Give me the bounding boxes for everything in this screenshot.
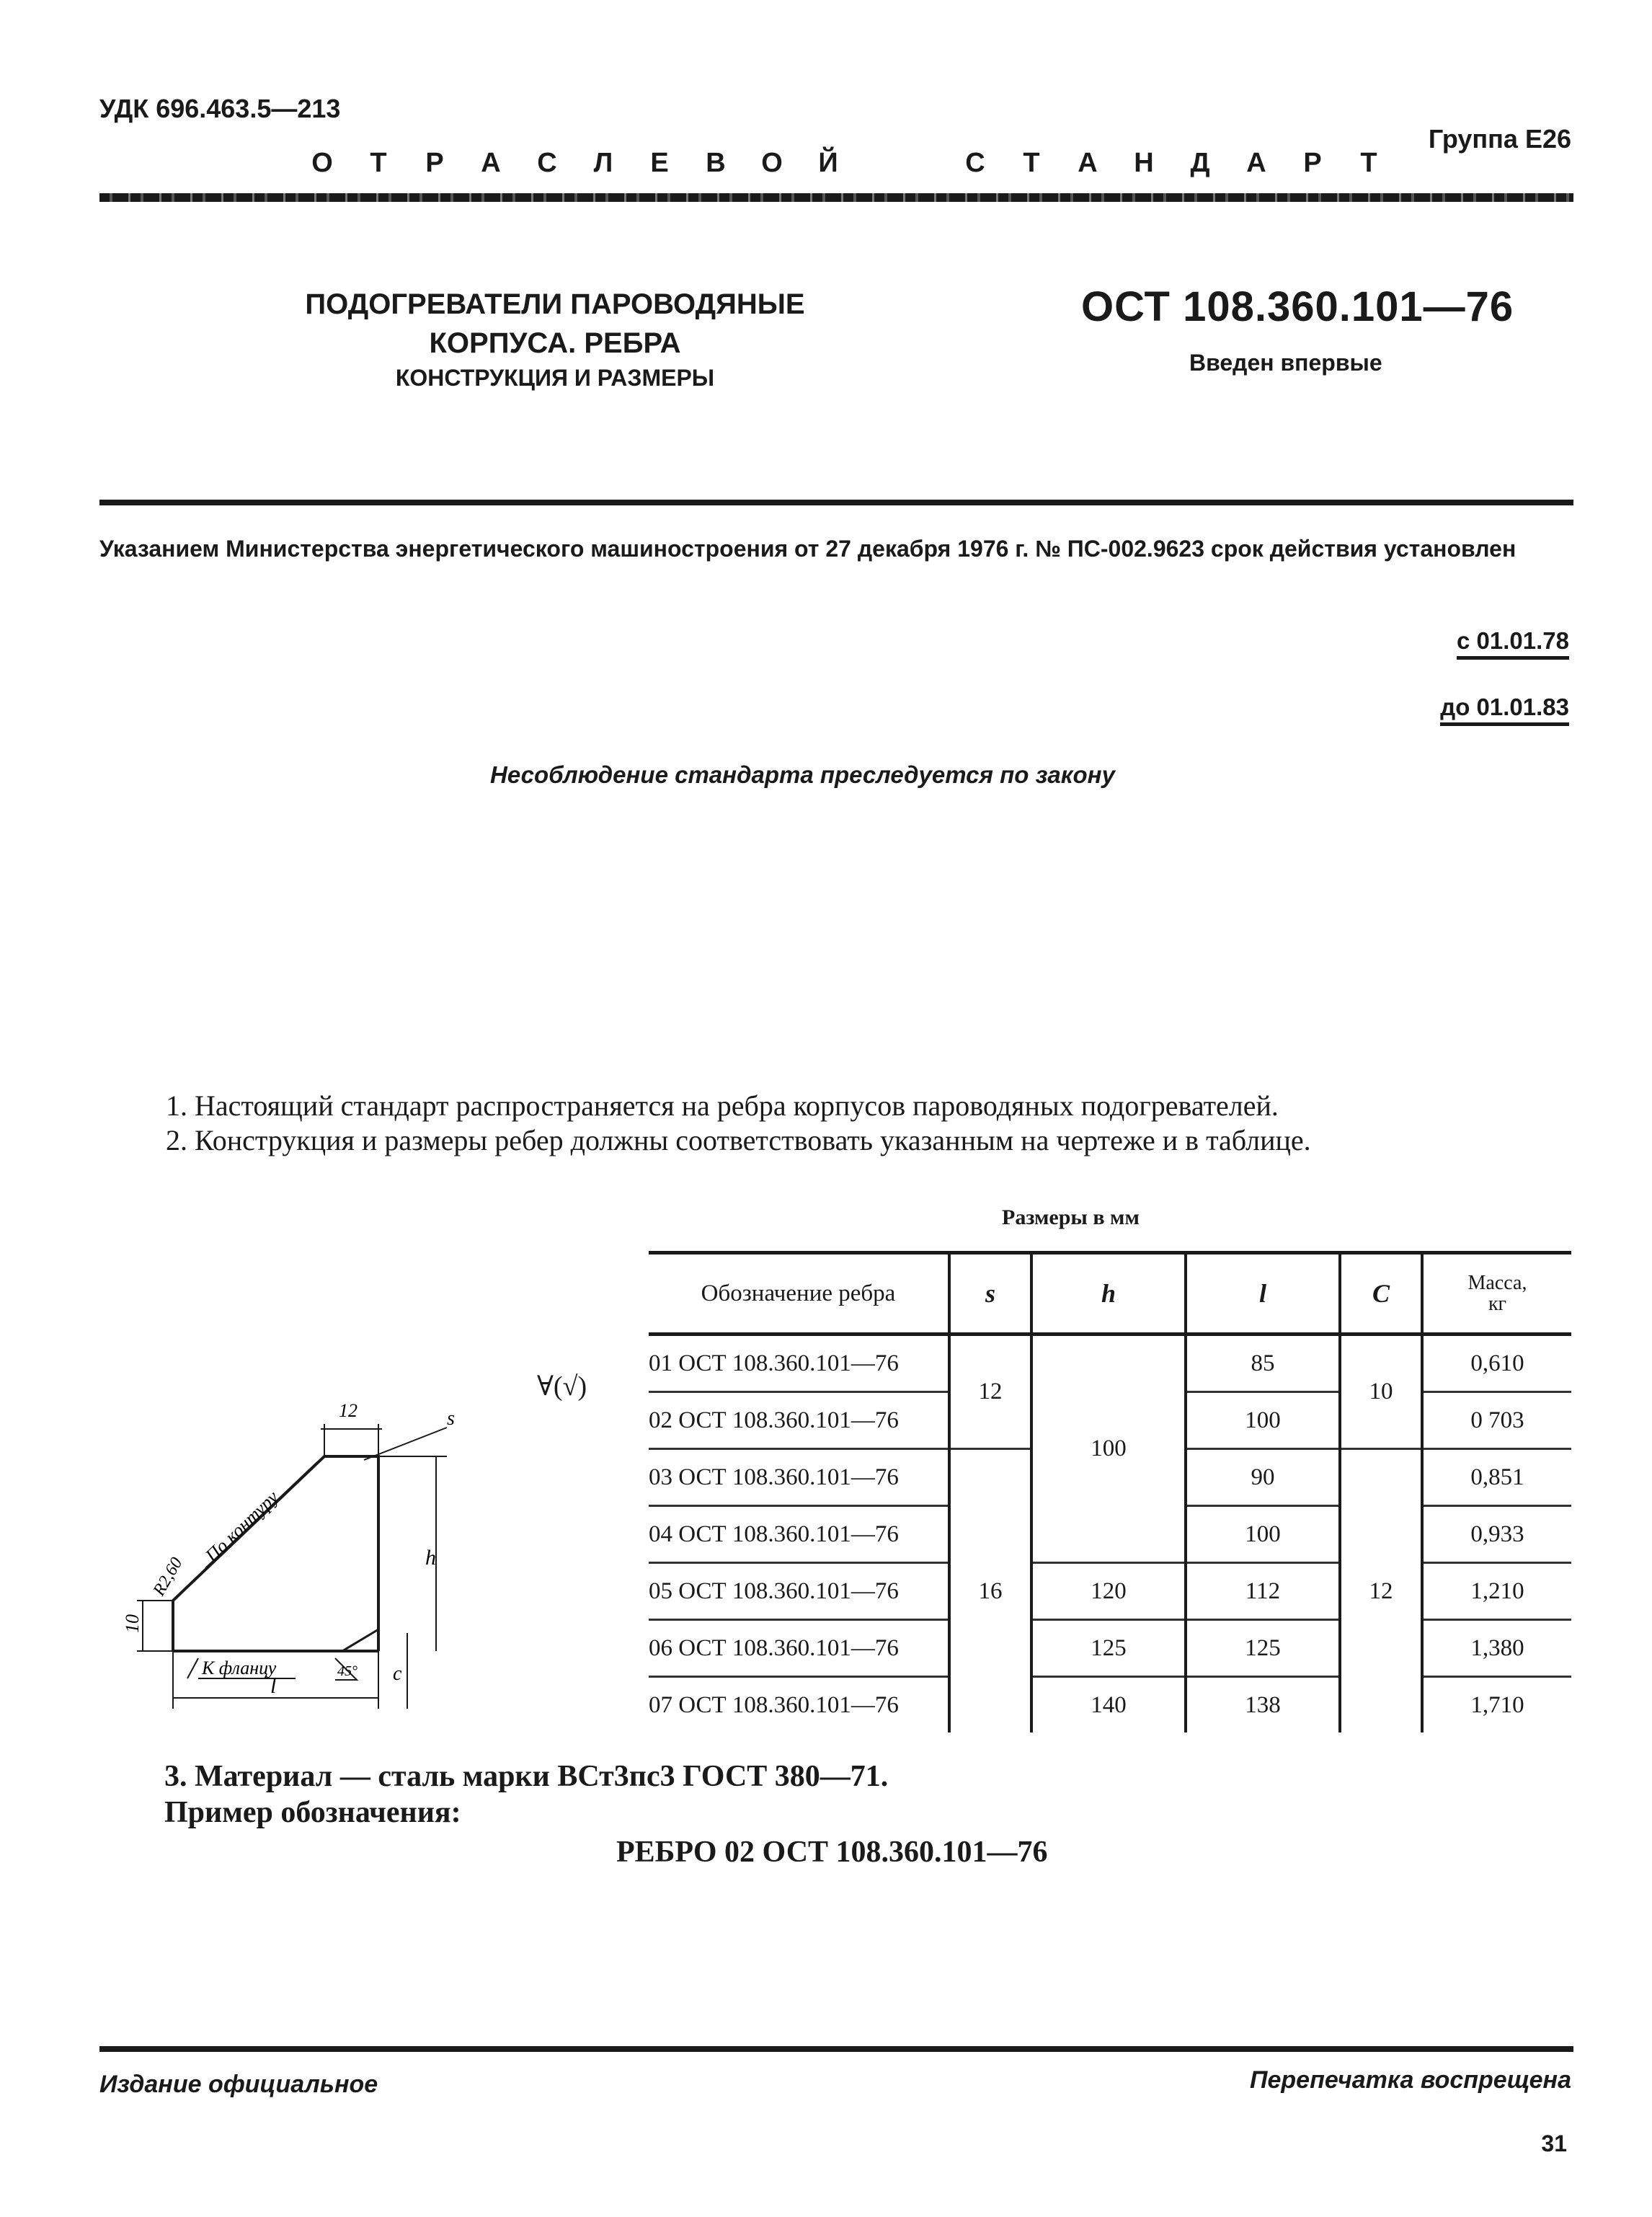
header-s: s [949, 1253, 1031, 1335]
udk-code: УДК 696.463.5—213 [99, 94, 341, 123]
footer-rule [99, 2046, 1573, 2052]
banner-letter: Т [1023, 148, 1040, 178]
reprint-note: Перепечатка воспрещена [1250, 2066, 1571, 2094]
row-mass: 0,610 [1422, 1335, 1571, 1392]
page-number: 31 [1541, 2130, 1567, 2156]
row-mass: 0,933 [1422, 1506, 1571, 1563]
header-mass [1422, 1253, 1571, 1335]
rib-drawing [108, 1377, 512, 1723]
table-row [649, 1335, 1571, 1392]
document-title [259, 285, 851, 394]
row-l: 125 [1186, 1620, 1340, 1677]
title-line-3: КОНСТРУКЦИЯ И РАЗМЕРЫ [395, 365, 715, 391]
validity-date-to: до 01.01.83 [1440, 694, 1569, 726]
header-mass-line1: Масса, [1467, 1271, 1527, 1294]
row-s: 12 [949, 1335, 1031, 1449]
row-l: 85 [1186, 1335, 1340, 1392]
table-header-row [649, 1253, 1571, 1335]
header-mass-line2: кг [1488, 1293, 1507, 1315]
row-l: 138 [1186, 1677, 1340, 1733]
row-designation: 07 ОСТ 108.360.101—76 [649, 1691, 899, 1718]
table-row [649, 1563, 1571, 1620]
row-mass: 0,851 [1422, 1449, 1571, 1506]
edition-note: Издание официальное [99, 2071, 378, 2098]
row-designation: 02 ОСТ 108.360.101—76 [649, 1392, 949, 1449]
header-designation: Обозначение ребра [649, 1253, 949, 1335]
row-designation: 01 ОСТ 108.360.101—76 [649, 1335, 949, 1392]
introduced-note: Введен впервые [1189, 350, 1382, 376]
header-h: h [1031, 1253, 1186, 1335]
row-mass: 1,710 [1422, 1677, 1571, 1733]
dim-l-label: l [270, 1674, 277, 1698]
paragraph-1: 1. Настоящий стандарт распространяется на ребра корпусов пароводяных подогревателей. [166, 1089, 1279, 1122]
banner-letter: Л [593, 148, 613, 178]
banner-letter: Т [370, 148, 387, 178]
row-mass: 0 703 [1422, 1392, 1571, 1449]
dim-s-label: s [447, 1407, 455, 1430]
angle-label: 45° [337, 1663, 358, 1679]
banner-letter: А [1246, 148, 1266, 178]
validity-date-from: с 01.01.78 [1457, 627, 1569, 660]
roughness-symbol: ∀(√) [537, 1371, 587, 1402]
row-designation: 06 ОСТ 108.360.101—76 [649, 1620, 949, 1677]
banner-letter: Й [818, 148, 838, 178]
banner-letter: О [761, 148, 783, 178]
title-line-2: КОРПУСА. РЕБРА [429, 327, 681, 359]
banner-letter: О [311, 148, 333, 178]
title-line-1: ПОДОГРЕВАТЕЛИ ПАРОВОДЯНЫЕ [305, 288, 805, 320]
table-row [649, 1677, 1571, 1733]
row-mass: 1,210 [1422, 1563, 1571, 1620]
row-designation: 04 ОСТ 108.360.101—76 [649, 1506, 949, 1563]
banner-letter: А [481, 148, 501, 178]
table-row [649, 1620, 1571, 1677]
standard-designation: ОСТ 108.360.101—76 [1081, 283, 1514, 330]
banner-letter: Д [1190, 148, 1210, 178]
row-s: 16 [949, 1449, 1031, 1733]
penalty-note: Несоблюдение стандарта преследуется по закону [490, 761, 1115, 788]
banner-word-industry [294, 148, 856, 179]
flange-label: К фланцу [202, 1658, 277, 1678]
banner-letter: В [706, 148, 726, 178]
row-designation: 05 ОСТ 108.360.101—76 [649, 1563, 949, 1620]
industry-standard-banner [99, 148, 1397, 179]
row-l: 90 [1186, 1449, 1340, 1506]
dim-top-label: 12 [339, 1400, 358, 1421]
example-designation: РЕБРО 02 ОСТ 108.360.101—76 [616, 1836, 1048, 1869]
contour-label: По контуру [201, 1486, 283, 1567]
row-h: 100 [1031, 1335, 1186, 1563]
row-c: 10 [1340, 1335, 1422, 1449]
row-h: 125 [1031, 1620, 1186, 1677]
radius-label: R2,60 [149, 1554, 187, 1599]
example-label: Пример обозначения: [164, 1796, 461, 1829]
row-l: 112 [1186, 1563, 1340, 1620]
paragraph-2: 2. Конструкция и размеры ребер должны соответствовать указанным на чертеже и в таблице. [166, 1124, 1311, 1156]
banner-letter: Т [1360, 148, 1377, 178]
header-rule [99, 193, 1573, 202]
dim-10-label: 10 [122, 1614, 143, 1633]
dim-c-label: c [393, 1663, 402, 1685]
row-h: 140 [1031, 1677, 1186, 1733]
row-c: 12 [1340, 1449, 1422, 1733]
table-caption: Размеры в мм [1002, 1205, 1140, 1229]
title-rule [99, 500, 1573, 505]
banner-word-standard [947, 148, 1397, 179]
banner-letter: С [537, 148, 557, 178]
header-l: l [1186, 1253, 1340, 1335]
banner-letter: Р [1303, 148, 1322, 178]
group-code: Группа Е26 [1428, 124, 1571, 154]
row-h: 120 [1031, 1563, 1186, 1620]
material-note: 3. Материал — сталь марки ВСт3пс3 ГОСТ 380—71. [164, 1760, 889, 1793]
decree-text: Указанием Министерства энергетического машиностроения от 27 декабря 1976 г. № ПС-002.9623 срок действия установлен [99, 536, 1516, 562]
row-designation: 03 ОСТ 108.360.101—76 [649, 1449, 949, 1506]
rib-chamfer [342, 1629, 378, 1651]
row-l: 100 [1186, 1392, 1340, 1449]
dim-h-label: h [425, 1546, 436, 1570]
banner-letter: А [1078, 148, 1098, 178]
banner-letter: Н [1134, 148, 1154, 178]
banner-letter: Р [425, 148, 444, 178]
ribs-table [649, 1251, 1571, 1733]
row-mass: 1,380 [1422, 1620, 1571, 1677]
banner-letter: С [965, 148, 985, 178]
banner-letter: Е [650, 148, 669, 178]
row-l: 100 [1186, 1506, 1340, 1563]
header-c: C [1340, 1253, 1422, 1335]
